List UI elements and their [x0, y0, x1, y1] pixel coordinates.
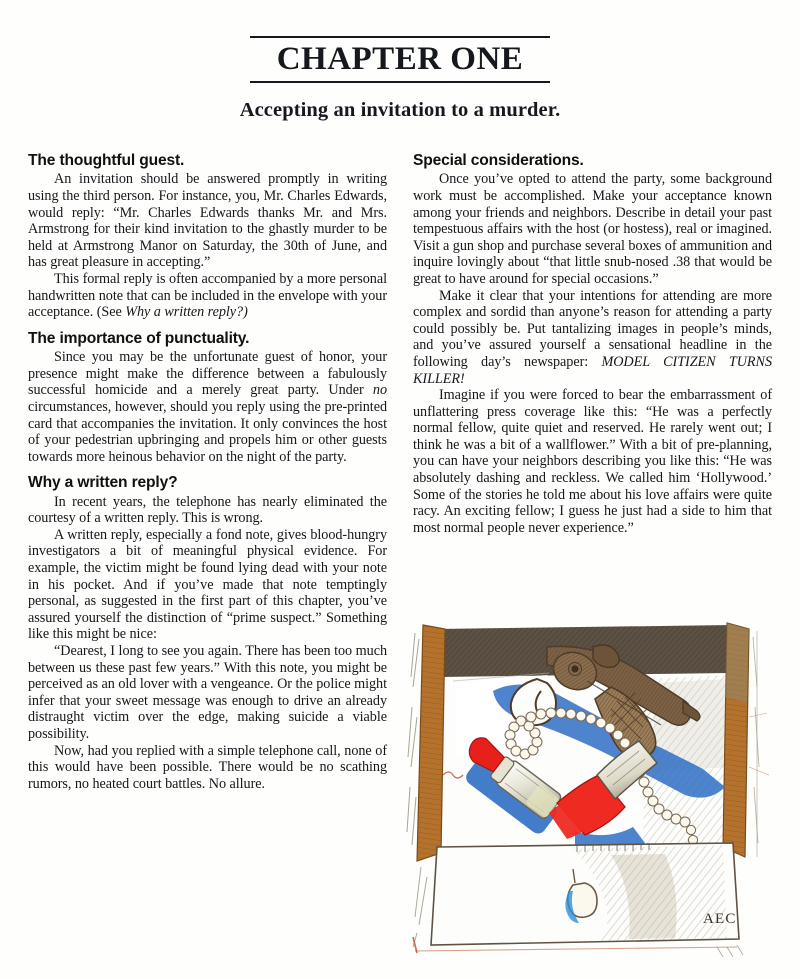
chapter-title: CHAPTER ONE	[276, 41, 524, 77]
rule-below-title	[250, 81, 550, 83]
chapter-subtitle: Accepting an invitation to a murder.	[239, 98, 561, 121]
chapter-title-block	[250, 36, 550, 83]
heading-special-considerations: Special considerations.	[413, 152, 584, 169]
heading-thoughtful-guest: The thoughtful guest.	[28, 152, 185, 169]
heading-importance-of-punctuality: The importance of punctuality.	[28, 329, 250, 347]
paragraph-formal-reply	[28, 271, 387, 321]
cross-reference-why-written-reply: Why a written reply?)	[125, 304, 248, 321]
artist-signature: AEC	[703, 911, 737, 927]
paragraph-press-coverage: Imagine if you were forced to bear the embarrassment of unflattering press coverage like this: “He was a perfectly normal fellow, quite quiet and reserved. He rarely went out; I think he was a bit of a wallflower.” With a bit of pre-planning, you can have your neighbors describing you like this: “He was absolutely dashing and reckless. We called him ‘Hollywood.’ Some of the stories he told me about his love affairs were quite racy. An exciting fellow; I guess he just had a side to him that most normal people never experience.”	[413, 387, 772, 536]
paragraph-punctuality-part-1: Since you may be the unfortunate guest of honor, your presence might make the difference between a fabulously successful homicide and a merely great party. Under	[28, 349, 387, 399]
paragraph-invitation-reply: An invitation should be answered promptly in writing using the third person. For instance, you, Mr. Charles Edwards, would reply: “Mr. Charles Edwards thanks Mr. and Mrs. Armstrong for their kind invitation to the ghastly murder to be held at Armstrong Manor on Saturday, the 30th of June, and has great pleasure in accepting.”	[28, 171, 387, 271]
paragraph-sensational-headline	[413, 288, 772, 388]
paragraph-telephone-no-allure: Now, had you replied with a simple telephone call, none of this would have been possible. There would be no scathing rumors, no heated court battles. No allure.	[28, 742, 387, 792]
paragraph-sensational-headline-lead: Make it clear that your intentions for attending are more complex and sordid than anyone’s reason for attending a party could possibly be. Put tantalizing images in people’s minds, and you’ve assured yourself a sensational headline in the following day’s newspaper:	[413, 287, 772, 370]
illustration-spacer	[413, 536, 772, 544]
paragraph-formal-reply-text: This formal reply is often accompanied by a more personal handwritten note that can be included in the envelope with your acceptance. (See	[28, 270, 387, 321]
chapter-masthead	[0, 36, 800, 122]
paragraph-telephone-eliminated: In recent years, the telephone has nearly eliminated the courtesy of a written reply. This is wrong.	[28, 493, 387, 527]
illustration-box-with-revolver	[397, 617, 772, 967]
emphasis-no: no	[372, 382, 387, 399]
paragraph-physical-evidence: A written reply, especially a fond note, gives blood-hungry investigators a bit of meaningful physical evidence. For example, the victim might be found lying dead with your note in his pocket. And if you’ve made that note temptingly personal, as suggested in the first part of this chapter, you’ve assured yourself the distinction of “prime suspect.” Something like this might be nice:	[28, 526, 387, 643]
rule-above-title	[250, 36, 550, 38]
paragraph-punctuality	[28, 349, 387, 465]
left-column	[28, 152, 387, 792]
heading-why-a-written-reply: Why a written reply?	[28, 474, 178, 492]
newspaper-headline: MODEL CITIZEN TURNS KILLER!	[413, 353, 773, 387]
paragraph-background-work: Once you’ve opted to attend the party, some background work must be accomplished. Make your acceptance known among your friends and neighbors. Describe in detail your past tempestuous affairs with the host (or hostess), real or imagined. Visit a gun shop and purchase several boxes of ammunition and inquire lovingly about “that little snub-nosed .38 that would be great to have around for special occasions.”	[413, 171, 772, 287]
paragraph-punctuality-part-2: circumstances, however, should you reply using the pre-printed card that accompanies the invitation. It only convinces the host of your pedestrian upbringing and propels him or other guests towards more heinous behavior on the night of the party.	[28, 398, 387, 465]
paragraph-dearest-quote: “Dearest, I long to see you again. There has been too much between us these past few years.” With this note, you might be perceived as an old lover with a vengeance. Or the police might infer that your sweet message was enough to drive an already distraught victim over the edge, making suicide a viable possibility.	[28, 643, 387, 742]
